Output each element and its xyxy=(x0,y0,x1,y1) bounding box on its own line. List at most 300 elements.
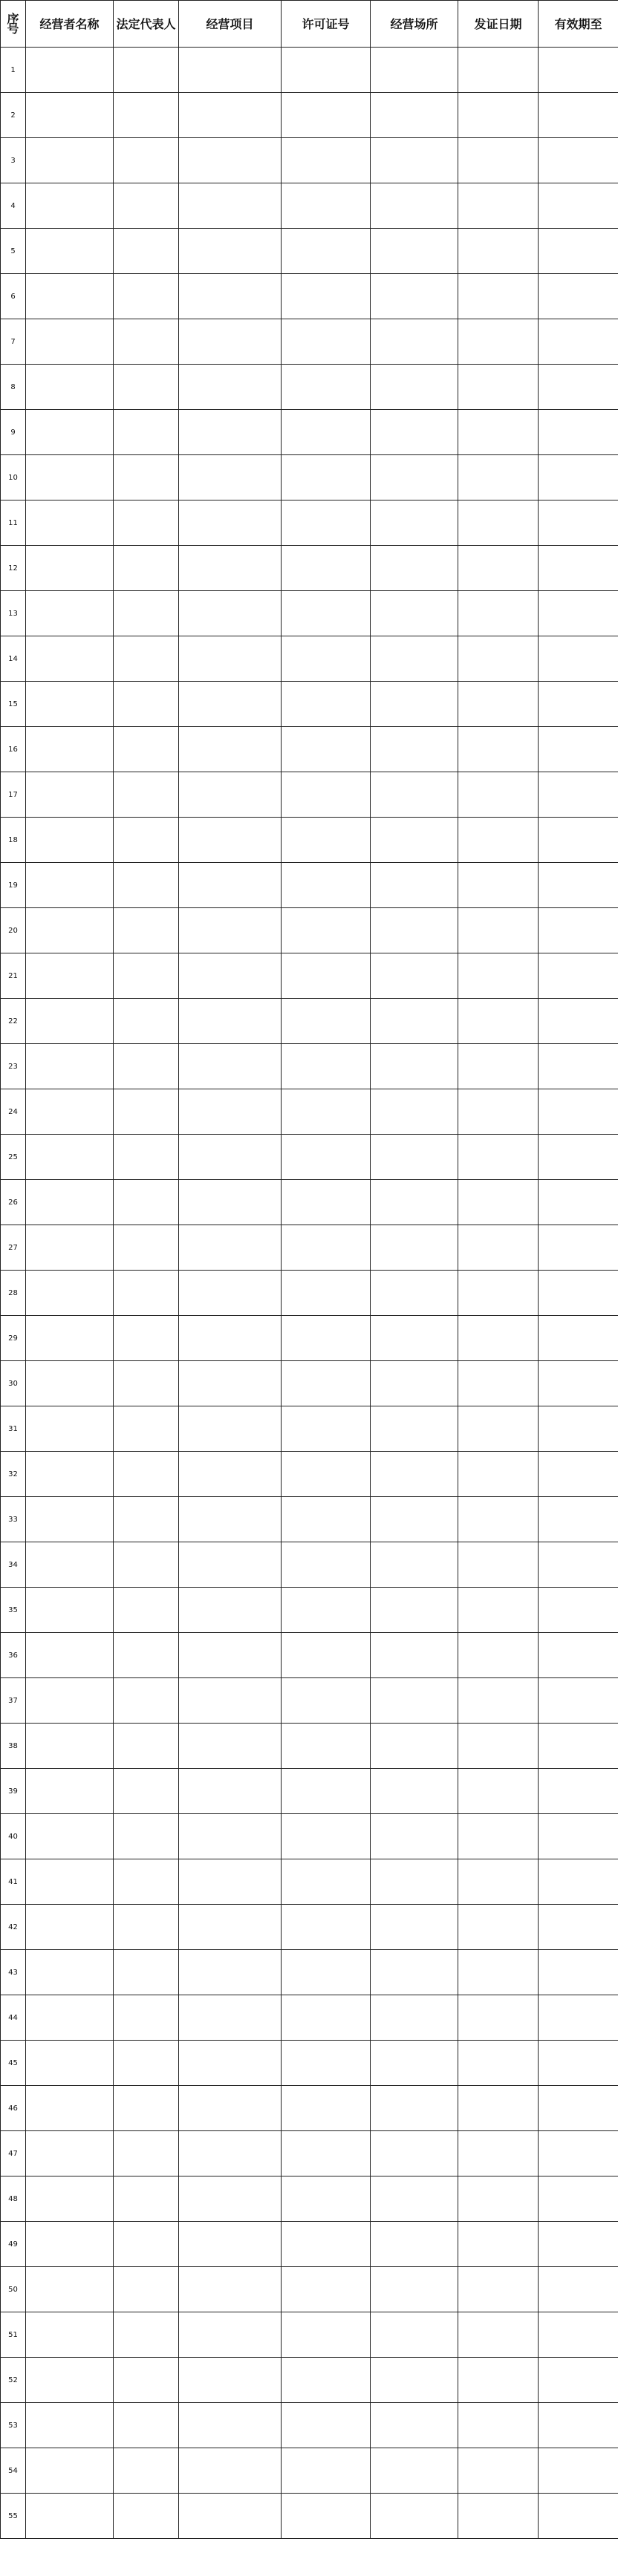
valid-until-cell xyxy=(539,2267,618,2312)
premises-cell xyxy=(371,2312,458,2358)
license-number-cell xyxy=(282,636,371,682)
issue-date-cell xyxy=(458,500,539,546)
premises-cell xyxy=(371,229,458,274)
valid-until-cell xyxy=(539,863,618,908)
operator-name-cell xyxy=(26,863,114,908)
table-row xyxy=(1,546,618,591)
valid-until-cell xyxy=(539,546,618,591)
table-row xyxy=(1,1859,618,1905)
table-row xyxy=(1,93,618,138)
operator-name-cell xyxy=(26,1361,114,1406)
table-row xyxy=(1,2494,618,2539)
license-number-cell xyxy=(282,1905,371,1950)
table-row xyxy=(1,2131,618,2176)
license-number-cell xyxy=(282,1089,371,1135)
legal-rep-cell xyxy=(114,2403,179,2448)
serial-number-cell: 53 xyxy=(1,2403,26,2448)
serial-number-cell: 39 xyxy=(1,1769,26,1814)
legal-rep-cell xyxy=(114,1497,179,1542)
legal-rep-cell xyxy=(114,546,179,591)
license-number-cell xyxy=(282,591,371,636)
table-row xyxy=(1,908,618,953)
legal-rep-cell xyxy=(114,2041,179,2086)
license-number-cell xyxy=(282,1271,371,1316)
table-row xyxy=(1,1542,618,1588)
serial-number-cell: 28 xyxy=(1,1271,26,1316)
operator-name-cell xyxy=(26,183,114,229)
valid-until-cell xyxy=(539,1271,618,1316)
legal-rep-cell xyxy=(114,1452,179,1497)
premises-cell xyxy=(371,908,458,953)
operator-name-cell xyxy=(26,1814,114,1859)
operator-name-cell xyxy=(26,1542,114,1588)
table-row xyxy=(1,2358,618,2403)
business-item-cell xyxy=(179,1452,282,1497)
license-number-cell xyxy=(282,2448,371,2494)
business-item-cell xyxy=(179,1225,282,1271)
operator-name-cell xyxy=(26,365,114,410)
serial-number-cell: 5 xyxy=(1,229,26,274)
header-cell: 经营项目 xyxy=(179,1,282,48)
issue-date-cell xyxy=(458,1225,539,1271)
legal-rep-cell xyxy=(114,2267,179,2312)
operator-name-cell xyxy=(26,2403,114,2448)
table-row xyxy=(1,953,618,999)
issue-date-cell xyxy=(458,2222,539,2267)
premises-cell xyxy=(371,1905,458,1950)
issue-date-cell xyxy=(458,1995,539,2041)
serial-number-cell: 3 xyxy=(1,138,26,183)
issue-date-cell xyxy=(458,48,539,93)
operator-name-cell xyxy=(26,1225,114,1271)
serial-number-cell: 23 xyxy=(1,1044,26,1089)
table-row xyxy=(1,274,618,319)
table-row xyxy=(1,138,618,183)
premises-cell xyxy=(371,2222,458,2267)
business-item-cell xyxy=(179,2312,282,2358)
issue-date-cell xyxy=(458,2358,539,2403)
business-item-cell xyxy=(179,2403,282,2448)
premises-cell xyxy=(371,48,458,93)
business-item-cell xyxy=(179,1542,282,1588)
serial-number-cell: 45 xyxy=(1,2041,26,2086)
header-cell: 有效期至 xyxy=(539,1,618,48)
serial-number-cell: 24 xyxy=(1,1089,26,1135)
valid-until-cell xyxy=(539,2358,618,2403)
business-item-cell xyxy=(179,591,282,636)
license-number-cell xyxy=(282,1361,371,1406)
business-item-cell xyxy=(179,1633,282,1678)
business-item-cell xyxy=(179,1180,282,1225)
valid-until-cell xyxy=(539,138,618,183)
legal-rep-cell xyxy=(114,1724,179,1769)
valid-until-cell xyxy=(539,1724,618,1769)
table-row xyxy=(1,1135,618,1180)
serial-number-cell: 16 xyxy=(1,727,26,772)
legal-rep-cell xyxy=(114,1678,179,1724)
license-number-cell xyxy=(282,2131,371,2176)
legal-rep-cell xyxy=(114,48,179,93)
business-item-cell xyxy=(179,1588,282,1633)
legal-rep-cell xyxy=(114,229,179,274)
serial-number-cell: 21 xyxy=(1,953,26,999)
issue-date-cell xyxy=(458,546,539,591)
legal-rep-cell xyxy=(114,591,179,636)
issue-date-cell xyxy=(458,229,539,274)
serial-number-cell: 47 xyxy=(1,2131,26,2176)
valid-until-cell xyxy=(539,772,618,818)
header-cell: 法定代表人 xyxy=(114,1,179,48)
serial-number-cell: 42 xyxy=(1,1905,26,1950)
issue-date-cell xyxy=(458,1180,539,1225)
operator-name-cell xyxy=(26,1180,114,1225)
legal-rep-cell xyxy=(114,2176,179,2222)
table-row xyxy=(1,1724,618,1769)
table-row xyxy=(1,1316,618,1361)
license-number-cell xyxy=(282,500,371,546)
serial-number-cell: 20 xyxy=(1,908,26,953)
valid-until-cell xyxy=(539,1089,618,1135)
serial-number-cell: 15 xyxy=(1,682,26,727)
legal-rep-cell xyxy=(114,1859,179,1905)
operator-name-cell xyxy=(26,500,114,546)
operator-name-cell xyxy=(26,2358,114,2403)
serial-number-cell: 7 xyxy=(1,319,26,365)
premises-cell xyxy=(371,1271,458,1316)
valid-until-cell xyxy=(539,1859,618,1905)
legal-rep-cell xyxy=(114,2131,179,2176)
table-row xyxy=(1,183,618,229)
serial-number-cell: 27 xyxy=(1,1225,26,1271)
table-row xyxy=(1,863,618,908)
issue-date-cell xyxy=(458,365,539,410)
operator-name-cell xyxy=(26,591,114,636)
operator-name-cell xyxy=(26,455,114,500)
valid-until-cell xyxy=(539,636,618,682)
premises-cell xyxy=(371,1678,458,1724)
legal-rep-cell xyxy=(114,455,179,500)
license-number-cell xyxy=(282,48,371,93)
operator-name-cell xyxy=(26,1678,114,1724)
license-number-cell xyxy=(282,1769,371,1814)
operator-name-cell xyxy=(26,410,114,455)
premises-cell xyxy=(371,1633,458,1678)
premises-cell xyxy=(371,727,458,772)
premises-cell xyxy=(371,2086,458,2131)
valid-until-cell xyxy=(539,2131,618,2176)
issue-date-cell xyxy=(458,1814,539,1859)
valid-until-cell xyxy=(539,682,618,727)
serial-number-cell: 18 xyxy=(1,818,26,863)
serial-number-cell: 41 xyxy=(1,1859,26,1905)
operator-name-cell xyxy=(26,2131,114,2176)
business-item-cell xyxy=(179,1995,282,2041)
table-row xyxy=(1,818,618,863)
license-number-cell xyxy=(282,953,371,999)
issue-date-cell xyxy=(458,1588,539,1633)
serial-number-cell: 33 xyxy=(1,1497,26,1542)
serial-number-cell: 44 xyxy=(1,1995,26,2041)
valid-until-cell xyxy=(539,727,618,772)
table-row xyxy=(1,2403,618,2448)
license-number-cell xyxy=(282,1225,371,1271)
license-number-cell xyxy=(282,183,371,229)
legal-rep-cell xyxy=(114,1089,179,1135)
premises-cell xyxy=(371,2403,458,2448)
license-number-cell xyxy=(282,1814,371,1859)
legal-rep-cell xyxy=(114,2494,179,2539)
business-item-cell xyxy=(179,1135,282,1180)
valid-until-cell xyxy=(539,2494,618,2539)
table-row xyxy=(1,1814,618,1859)
premises-cell xyxy=(371,1044,458,1089)
table-row xyxy=(1,500,618,546)
valid-until-cell xyxy=(539,2222,618,2267)
valid-until-cell xyxy=(539,274,618,319)
legal-rep-cell xyxy=(114,818,179,863)
table-row xyxy=(1,1225,618,1271)
business-item-cell xyxy=(179,636,282,682)
legal-rep-cell xyxy=(114,500,179,546)
header-cell: 序号 xyxy=(1,1,26,48)
issue-date-cell xyxy=(458,2312,539,2358)
serial-number-cell: 51 xyxy=(1,2312,26,2358)
valid-until-cell xyxy=(539,183,618,229)
serial-number-cell: 29 xyxy=(1,1316,26,1361)
legal-rep-cell xyxy=(114,1406,179,1452)
business-item-cell xyxy=(179,2086,282,2131)
license-number-cell xyxy=(282,2176,371,2222)
operator-name-cell xyxy=(26,2267,114,2312)
issue-date-cell xyxy=(458,1905,539,1950)
issue-date-cell xyxy=(458,1678,539,1724)
table-row xyxy=(1,1950,618,1995)
license-number-cell xyxy=(282,138,371,183)
license-number-cell xyxy=(282,1633,371,1678)
table-row xyxy=(1,1995,618,2041)
issue-date-cell xyxy=(458,1769,539,1814)
business-item-cell xyxy=(179,2222,282,2267)
legal-rep-cell xyxy=(114,365,179,410)
table-row xyxy=(1,2222,618,2267)
serial-number-cell: 12 xyxy=(1,546,26,591)
issue-date-cell xyxy=(458,274,539,319)
issue-date-cell xyxy=(458,953,539,999)
operator-name-cell xyxy=(26,2222,114,2267)
issue-date-cell xyxy=(458,1361,539,1406)
premises-cell xyxy=(371,410,458,455)
operator-name-cell xyxy=(26,1135,114,1180)
serial-number-cell: 19 xyxy=(1,863,26,908)
valid-until-cell xyxy=(539,908,618,953)
license-number-cell xyxy=(282,410,371,455)
business-item-cell xyxy=(179,2494,282,2539)
operator-name-cell xyxy=(26,1633,114,1678)
legal-rep-cell xyxy=(114,1225,179,1271)
license-number-cell xyxy=(282,863,371,908)
valid-until-cell xyxy=(539,2041,618,2086)
valid-until-cell xyxy=(539,2086,618,2131)
license-number-cell xyxy=(282,1995,371,2041)
legal-rep-cell xyxy=(114,1180,179,1225)
table-row xyxy=(1,1497,618,1542)
legal-rep-cell xyxy=(114,1633,179,1678)
operator-name-cell xyxy=(26,682,114,727)
serial-number-cell: 1 xyxy=(1,48,26,93)
serial-number-cell: 9 xyxy=(1,410,26,455)
valid-until-cell xyxy=(539,1225,618,1271)
premises-cell xyxy=(371,999,458,1044)
operator-name-cell xyxy=(26,772,114,818)
legal-rep-cell xyxy=(114,2222,179,2267)
operator-name-cell xyxy=(26,1950,114,1995)
serial-number-cell: 55 xyxy=(1,2494,26,2539)
operator-name-cell xyxy=(26,229,114,274)
table-body xyxy=(1,48,618,2539)
issue-date-cell xyxy=(458,591,539,636)
serial-number-cell: 10 xyxy=(1,455,26,500)
license-number-cell xyxy=(282,1316,371,1361)
license-number-cell xyxy=(282,2403,371,2448)
legal-rep-cell xyxy=(114,1542,179,1588)
business-item-cell xyxy=(179,1089,282,1135)
serial-number-cell: 26 xyxy=(1,1180,26,1225)
serial-number-cell: 2 xyxy=(1,93,26,138)
operator-name-cell xyxy=(26,1859,114,1905)
table-row xyxy=(1,1044,618,1089)
table-row xyxy=(1,410,618,455)
business-item-cell xyxy=(179,1497,282,1542)
valid-until-cell xyxy=(539,2403,618,2448)
premises-cell xyxy=(371,818,458,863)
business-item-cell xyxy=(179,410,282,455)
business-item-cell xyxy=(179,546,282,591)
issue-date-cell xyxy=(458,1089,539,1135)
serial-number-cell: 37 xyxy=(1,1678,26,1724)
table-row xyxy=(1,591,618,636)
operator-name-cell xyxy=(26,2312,114,2358)
legal-rep-cell xyxy=(114,1905,179,1950)
premises-cell xyxy=(371,1769,458,1814)
business-item-cell xyxy=(179,999,282,1044)
issue-date-cell xyxy=(458,455,539,500)
valid-until-cell xyxy=(539,1406,618,1452)
license-number-cell xyxy=(282,546,371,591)
valid-until-cell xyxy=(539,1361,618,1406)
business-item-cell xyxy=(179,138,282,183)
issue-date-cell xyxy=(458,2448,539,2494)
valid-until-cell xyxy=(539,1316,618,1361)
license-number-cell xyxy=(282,999,371,1044)
issue-date-cell xyxy=(458,410,539,455)
business-item-cell xyxy=(179,2176,282,2222)
serial-number-cell: 52 xyxy=(1,2358,26,2403)
issue-date-cell xyxy=(458,908,539,953)
premises-cell xyxy=(371,2041,458,2086)
legal-rep-cell xyxy=(114,863,179,908)
issue-date-cell xyxy=(458,772,539,818)
operator-name-cell xyxy=(26,1724,114,1769)
issue-date-cell xyxy=(458,2267,539,2312)
legal-rep-cell xyxy=(114,953,179,999)
legal-rep-cell xyxy=(114,727,179,772)
table-row xyxy=(1,1678,618,1724)
license-number-cell xyxy=(282,1135,371,1180)
license-number-cell xyxy=(282,1678,371,1724)
license-number-cell xyxy=(282,455,371,500)
business-item-cell xyxy=(179,1316,282,1361)
serial-number-cell: 32 xyxy=(1,1452,26,1497)
issue-date-cell xyxy=(458,1633,539,1678)
legal-rep-cell xyxy=(114,183,179,229)
premises-cell xyxy=(371,1724,458,1769)
legal-rep-cell xyxy=(114,138,179,183)
serial-number-cell: 46 xyxy=(1,2086,26,2131)
premises-cell xyxy=(371,591,458,636)
issue-date-cell xyxy=(458,2176,539,2222)
premises-cell xyxy=(371,1316,458,1361)
legal-rep-cell xyxy=(114,1135,179,1180)
issue-date-cell xyxy=(458,1950,539,1995)
serial-number-cell: 36 xyxy=(1,1633,26,1678)
issue-date-cell xyxy=(458,2086,539,2131)
valid-until-cell xyxy=(539,591,618,636)
serial-number-cell: 22 xyxy=(1,999,26,1044)
operator-name-cell xyxy=(26,1452,114,1497)
issue-date-cell xyxy=(458,1044,539,1089)
legal-rep-cell xyxy=(114,1588,179,1633)
legal-rep-cell xyxy=(114,410,179,455)
operator-name-cell xyxy=(26,1406,114,1452)
valid-until-cell xyxy=(539,48,618,93)
table-row xyxy=(1,2086,618,2131)
issue-date-cell xyxy=(458,1135,539,1180)
license-number-cell xyxy=(282,772,371,818)
premises-cell xyxy=(371,1452,458,1497)
serial-number-cell: 35 xyxy=(1,1588,26,1633)
issue-date-cell xyxy=(458,319,539,365)
legal-rep-cell xyxy=(114,999,179,1044)
premises-cell xyxy=(371,1089,458,1135)
license-number-cell xyxy=(282,1497,371,1542)
table-row xyxy=(1,1180,618,1225)
table-row xyxy=(1,2267,618,2312)
license-number-cell xyxy=(282,229,371,274)
license-number-cell xyxy=(282,1452,371,1497)
serial-number-cell: 54 xyxy=(1,2448,26,2494)
operator-name-cell xyxy=(26,636,114,682)
issue-date-cell xyxy=(458,727,539,772)
operator-name-cell xyxy=(26,727,114,772)
business-item-cell xyxy=(179,48,282,93)
issue-date-cell xyxy=(458,183,539,229)
valid-until-cell xyxy=(539,2176,618,2222)
issue-date-cell xyxy=(458,93,539,138)
table-row xyxy=(1,319,618,365)
legal-rep-cell xyxy=(114,1995,179,2041)
header-row xyxy=(1,1,618,48)
issue-date-cell xyxy=(458,1271,539,1316)
legal-rep-cell xyxy=(114,1950,179,1995)
issue-date-cell xyxy=(458,2131,539,2176)
business-item-cell xyxy=(179,319,282,365)
valid-until-cell xyxy=(539,1950,618,1995)
premises-cell xyxy=(371,1588,458,1633)
table-header xyxy=(1,1,618,48)
license-number-cell xyxy=(282,319,371,365)
legal-rep-cell xyxy=(114,319,179,365)
premises-cell xyxy=(371,365,458,410)
